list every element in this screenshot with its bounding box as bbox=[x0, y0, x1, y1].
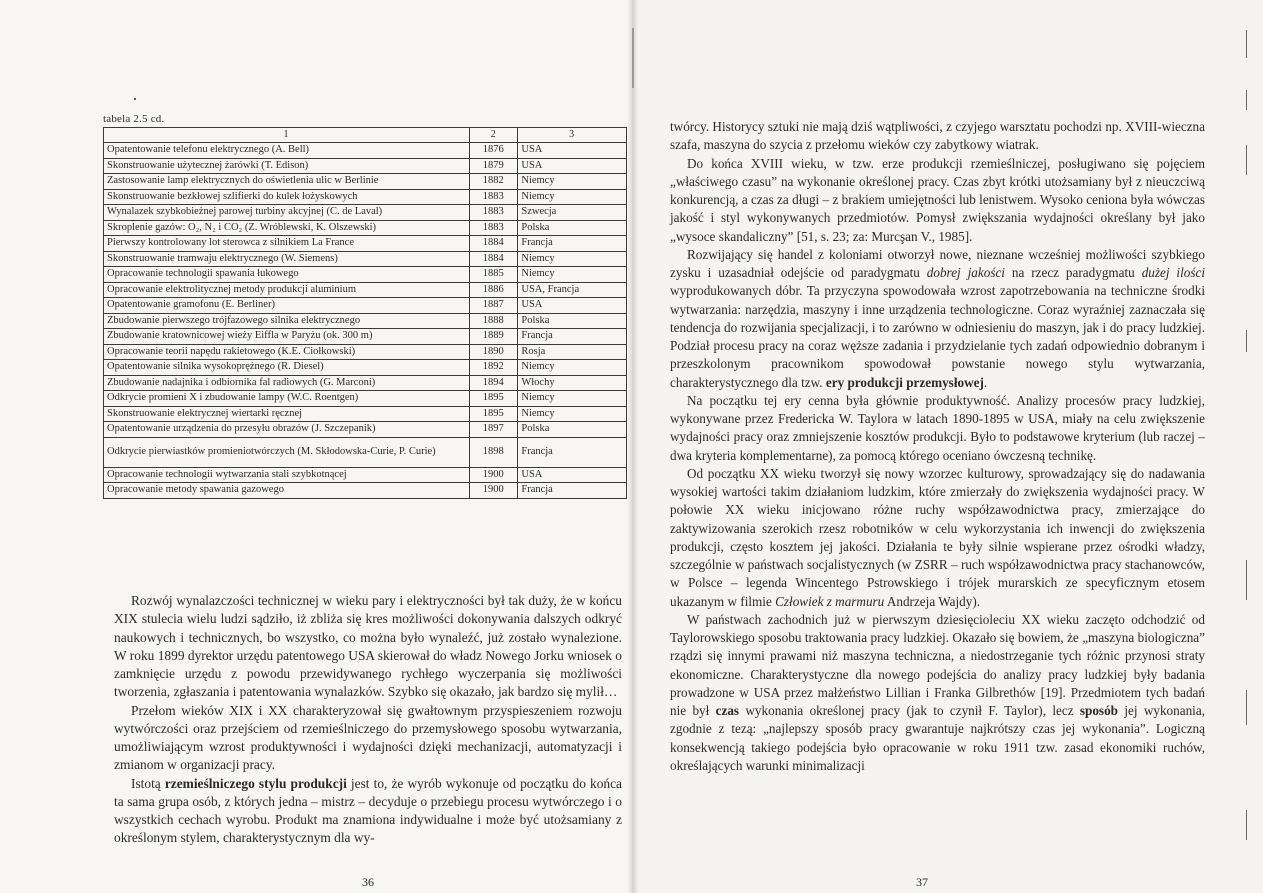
cell-year: 1886 bbox=[470, 282, 518, 298]
cell-year: 1883 bbox=[470, 189, 518, 205]
cell-year: 1884 bbox=[470, 251, 518, 267]
text-run: wyprodukowanych dóbr. Ta przyczyna spowodowała wzrost zapotrzebowania na techniczne środki wytwarzania: narzędzia, maszyny i inne urządzenia technologiczne. Coraz wyraźniej zaznaczała się tendencja do rozwijania specjalizacji, i to zarówno w odniesieniu do maszyn, jak i do pracy ludzkiej. Podział procesu pracy na coraz węższe zadania i przydzielanie tych zadań odpowiednio dobranym i przeszkolonym pracownikom spowodował powstanie nowego stylu wytwarzania, charakterystycznego dla tzw. bbox=[670, 283, 1205, 390]
header-col-3: 3 bbox=[518, 128, 627, 143]
cell-year: 1888 bbox=[470, 313, 518, 329]
table-caption: tabela 2.5 cd. bbox=[103, 113, 165, 125]
table-row bbox=[104, 143, 627, 159]
cell-description: Opracowanie technologii spawania łukowego bbox=[104, 267, 470, 283]
cell-country: Niemcy bbox=[518, 391, 627, 407]
cell-description: Wynalazek szybkobieżnej parowej turbiny akcyjnej (C. de Laval) bbox=[104, 205, 470, 221]
text-run: Andrzeja Wajdy). bbox=[884, 593, 981, 609]
table-row bbox=[104, 298, 627, 314]
cell-year: 1890 bbox=[470, 344, 518, 360]
cell-country: Rosja bbox=[518, 344, 627, 360]
table-row bbox=[104, 344, 627, 360]
paragraph: Do końca XVIII wieku, w tzw. erze produkcji rzemieślniczej, posługiwano się pojęciem „właściwego czasu” na wykonanie określonej pracy. Czas zbyt krótki utożsamiany był z nieuczciwą konkurencją, a czas za długi – z brakiem umiejętności lub lenistwem. Wysoko ceniona była wówczas jakość i styl wykonywanych przedmiotów. Pomysł zwiększania wydajności określany był jako „wysoce skandaliczny” [51, s. 23; za: Murcşan V., 1985]. bbox=[670, 155, 1205, 244]
cell-description: Opatentowanie urządzenia do przesyłu obrazów (J. Szczepanik) bbox=[104, 422, 470, 438]
cell-country: Niemcy bbox=[518, 406, 627, 422]
cell-year: 1894 bbox=[470, 375, 518, 391]
italic-term: Człowiek z marmuru bbox=[775, 593, 885, 609]
cell-year: 1876 bbox=[470, 143, 518, 159]
cell-description: Pierwszy kontrolowany lot sterowca z silnikiem La France bbox=[104, 236, 470, 252]
cell-year: 1887 bbox=[470, 298, 518, 314]
text-run: Rozwijający się handel z koloniami otworzył nowe, nieznane wcześniej możliwości szybkiego zysku i uzasadniał odejście od paradygmatu bbox=[670, 246, 1205, 280]
cell-year: 1883 bbox=[470, 205, 518, 221]
cell-description: Skonstruowanie tramwaju elektrycznego (W. Siemens) bbox=[104, 251, 470, 267]
paragraph bbox=[670, 611, 1205, 775]
cell-description: Opracowanie metody spawania gazowego bbox=[104, 483, 470, 499]
cell-description: Zbudowanie pierwszego trójfazowego silnika elektrycznego bbox=[104, 313, 470, 329]
cell-country: Polska bbox=[518, 313, 627, 329]
cell-year: 1898 bbox=[470, 437, 518, 467]
cell-description: Odkrycie promieni X i zbudowanie lampy (W.C. Roentgen) bbox=[104, 391, 470, 407]
cell-description: Zbudowanie nadajnika i odbiornika fal radiowych (G. Marconi) bbox=[104, 375, 470, 391]
table-row bbox=[104, 467, 627, 483]
cell-country: Włochy bbox=[518, 375, 627, 391]
cell-year: 1883 bbox=[470, 220, 518, 236]
cell-country: USA bbox=[518, 158, 627, 174]
table-body bbox=[104, 143, 627, 499]
table-row bbox=[104, 406, 627, 422]
cell-description: Opracowanie technologii wytwarzania stali szybkotnącej bbox=[104, 467, 470, 483]
paragraph bbox=[114, 775, 622, 848]
table-row bbox=[104, 174, 627, 190]
cell-country: Francja bbox=[518, 329, 627, 345]
cell-year: 1900 bbox=[470, 467, 518, 483]
cell-year: 1889 bbox=[470, 329, 518, 345]
text-run: Istotą bbox=[131, 775, 165, 791]
cell-year: 1884 bbox=[470, 236, 518, 252]
gutter-mark bbox=[632, 28, 634, 88]
table-row bbox=[104, 375, 627, 391]
cell-year: 1879 bbox=[470, 158, 518, 174]
bold-term: ery produkcji przemysłowej bbox=[825, 374, 984, 390]
inventions-table bbox=[103, 127, 627, 499]
cell-description: Skonstruowanie elektrycznej wiertarki ręcznej bbox=[104, 406, 470, 422]
cell-country: Szwecja bbox=[518, 205, 627, 221]
cell-year: 1885 bbox=[470, 267, 518, 283]
header-col-1: 1 bbox=[104, 128, 470, 143]
cell-year: 1895 bbox=[470, 391, 518, 407]
table-row bbox=[104, 251, 627, 267]
table-row bbox=[104, 313, 627, 329]
text-run: wykonania określonej pracy (jak to czynił F. Taylor), lecz bbox=[739, 703, 1080, 718]
cell-description: Skonstruowanie bezkłowej szlifierki do kulek łożyskowych bbox=[104, 189, 470, 205]
scan-speck bbox=[134, 98, 136, 100]
paragraph: twórcy. Historycy sztuki nie mają dziś wątpliwości, z czyjego warsztatu pochodzi np. XVIII-wieczna szafa, maszyna do szycia z przełomu wieków czy zabytkowy wiatrak. bbox=[670, 119, 1205, 153]
table-row bbox=[104, 360, 627, 376]
cell-description: Opracowanie teorii napędu rakietowego (K.E. Ciołkowski) bbox=[104, 344, 470, 360]
cell-description: Skonstruowanie użytecznej żarówki (T. Edison) bbox=[104, 158, 470, 174]
text-run: na rzecz paradygmatu bbox=[1004, 265, 1142, 280]
cell-description: Opatentowanie gramofonu (E. Berliner) bbox=[104, 298, 470, 314]
paragraph bbox=[670, 465, 1205, 611]
page-edge-marks bbox=[1240, 0, 1250, 893]
table-header-row bbox=[104, 128, 627, 143]
cell-description: Opatentowanie silnika wysokoprężnego (R. Diesel) bbox=[104, 360, 470, 376]
cell-year: 1897 bbox=[470, 422, 518, 438]
header-col-2: 2 bbox=[470, 128, 518, 143]
cell-country: USA, Francja bbox=[518, 282, 627, 298]
cell-country: Polska bbox=[518, 422, 627, 438]
right-body-text bbox=[670, 118, 1205, 775]
cell-country: Niemcy bbox=[518, 267, 627, 283]
cell-description: Zastosowanie lamp elektrycznych do oświetlenia ulic w Berlinie bbox=[104, 174, 470, 190]
left-body-text bbox=[114, 592, 622, 848]
cell-description: Skroplenie gazów: O₂, N₂ i CO₂ (Z. Wróblewski, K. Olszewski) bbox=[104, 220, 470, 236]
paragraph bbox=[670, 246, 1205, 392]
cell-year: 1900 bbox=[470, 483, 518, 499]
cell-country: USA bbox=[518, 143, 627, 159]
cell-country: Niemcy bbox=[518, 189, 627, 205]
table-row bbox=[104, 220, 627, 236]
cell-description: Opatentowanie telefonu elektrycznego (A. Bell) bbox=[104, 143, 470, 159]
italic-term: dużej ilości bbox=[1141, 265, 1206, 280]
text-run: . bbox=[983, 374, 988, 390]
italic-term: dobrej jakości bbox=[926, 265, 1005, 280]
page-number-right: 37 bbox=[916, 875, 928, 889]
cell-description: Odkrycie pierwiastków promieniotwórczych (M. Skłodowska-Curie, P. Curie) bbox=[104, 437, 470, 467]
bold-term: czas bbox=[715, 703, 740, 718]
table-row bbox=[104, 422, 627, 438]
table-row bbox=[104, 437, 627, 467]
bold-term: rzemieślniczego stylu produkcji bbox=[164, 775, 347, 791]
cell-year: 1892 bbox=[470, 360, 518, 376]
table-row bbox=[104, 391, 627, 407]
cell-description: Zbudowanie kratownicowej wieży Eiffla w Paryżu (ok. 300 m) bbox=[104, 329, 470, 345]
cell-country: USA bbox=[518, 467, 627, 483]
text-run: Od początku XX wieku tworzył się nowy wzorzec kulturowy, sprowadzający się do nadawania wysokiej wartości takim działaniom ludzkim, które zmierzały do zwiększenia wydajności pracy. W połowie XX wieku inicjowano różne ruchy współzawodnictwa pracy, zmierzające do zaktywizowania szerokich rzesz robotników w celu wykorzystania ich inwencji do zwiększenia produkcji, często kosztem jej jakości. Działania te były silnie wspierane przez ośrodki władzy, szczególnie w państwach socjalistycznych (w ZSRR – ruch współzawodnictwa pracy stachanowców, w Polsce – legenda Wincentego Pstrowskiego i trójek murarskich ze specyficznym etosem ukazanym w filmie bbox=[670, 465, 1205, 609]
table-row bbox=[104, 158, 627, 174]
cell-country: Niemcy bbox=[518, 251, 627, 267]
table-row bbox=[104, 236, 627, 252]
bold-term: sposób bbox=[1079, 703, 1118, 718]
table-row bbox=[104, 282, 627, 298]
cell-country: Niemcy bbox=[518, 360, 627, 376]
cell-country: Francja bbox=[518, 437, 627, 467]
paragraph: Na początku tej ery cenna była głównie produktywność. Analizy procesów pracy ludzkiej, wykonywane przez Fredericka W. Taylora w latach 1890-1895 w USA, miały na celu zwiększenie wydajności pracy oraz zmniejszenie kosztów produkcji. Było to podstawowe kryterium (lub raczej – dwa kryteria komplementarne), za pomocą którego oceniano ówczesną technikę. bbox=[670, 392, 1205, 463]
table-row bbox=[104, 189, 627, 205]
paragraph: Przełom wieków XIX i XX charakteryzował się gwałtownym przyspieszeniem rozwoju wytwórczości oraz przejściem od rzemieślniczego do przemysłowego sposobu wytwarzania, umożliwiającym wzrost produktywności i wydajności dzięki mechanizacji, automatyzacji i zmianom w organizacji pracy. bbox=[114, 702, 622, 773]
text-run: jest to, że wyrób wykonuje od początku do końca ta sama grupa osób, z których jedna – mistrz – decyduje o przebiegu procesu wytwórczego i o wszystkich cechach wyrobu. Produkt ma znamiona indywidualne i może być utożsamiany z określonym stylem, charakterystycznym dla wy- bbox=[114, 775, 622, 846]
table-row bbox=[104, 267, 627, 283]
cell-country: Francja bbox=[518, 236, 627, 252]
page-number-left: 36 bbox=[362, 875, 374, 889]
cell-country: USA bbox=[518, 298, 627, 314]
cell-country: Polska bbox=[518, 220, 627, 236]
book-gutter bbox=[628, 0, 638, 893]
cell-country: Francja bbox=[518, 483, 627, 499]
text-run: jej wykonania, zgodnie z tezą: „najlepszy sposób pracy gwarantuje najkrótszy czas jej wykonania”. Logiczną konsekwencją takiego podejścia było opracowanie w roku 1911 tzw. zasad ekonomiki ruchów, określających warunki minimalizacji bbox=[670, 703, 1205, 773]
table-row bbox=[104, 205, 627, 221]
table-row bbox=[104, 483, 627, 499]
table-row bbox=[104, 329, 627, 345]
text-run: W państwach zachodnich już w pierwszym dziesięcioleciu XX wieku zaczęto odchodzić od Taylorowskiego sposobu traktowania pracy ludzkiej. Okazało się bowiem, że „maszyna biologiczna” rządzi się innymi prawami niż maszyna techniczna, a niedostrzeganie tych różnic przynosi straty ekonomiczne. Charakterystyczne dla nowego podejścia do analizy pracy ludzkiej były badania prowadzone w USA przez małżeństwo Lillian i Franka Gilbrethów [19]. Przedmiotem tych badań nie był bbox=[670, 611, 1205, 718]
cell-country: Niemcy bbox=[518, 174, 627, 190]
cell-description: Opracowanie elektrolitycznej metody produkcji aluminium bbox=[104, 282, 470, 298]
cell-year: 1895 bbox=[470, 406, 518, 422]
paragraph: Rozwój wynalazczości technicznej w wieku pary i elektryczności był tak duży, że w końcu XIX stulecia wielu ludzi sądziło, iż zbliża się kres możliwości dokonywania dalszych odkryć naukowych i technicznych, bo wszystko, co można było wynaleźć, już zostało wynalezione. W roku 1899 dyrektor urzędu patentowego USA skierował do władz Nowego Jorku wniosek o zamknięcie urzędu z powodu przewidywanego rychłego wyczerpania się możliwości tworzenia, zgłaszania i patentowania wynalazków. Szybko się okazało, jak bardzo się mylił… bbox=[114, 593, 622, 700]
cell-year: 1882 bbox=[470, 174, 518, 190]
